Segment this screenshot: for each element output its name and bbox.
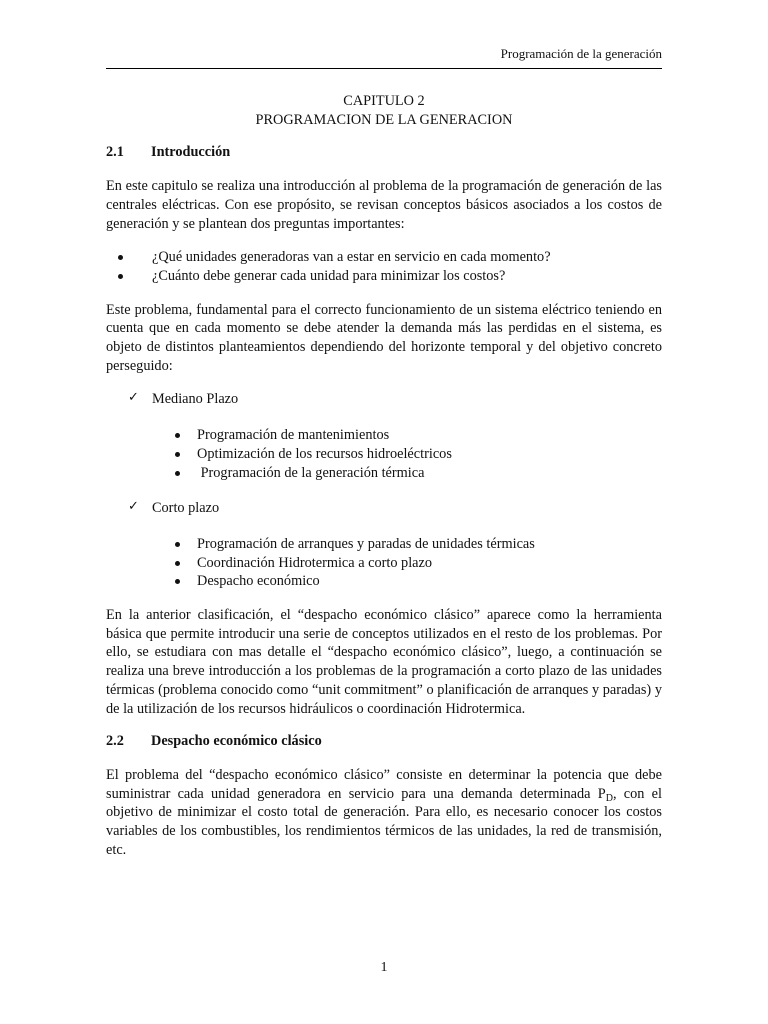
document-page — [106, 0, 662, 1024]
document-body — [106, 92, 662, 860]
despacho-paragraph — [106, 766, 662, 860]
list-item: Optimización de los recursos hidroeléctricos — [106, 445, 662, 464]
list-item: Programación de arranques y paradas de unidades térmicas — [106, 535, 662, 554]
chapter-title: PROGRAMACION DE LA GENERACION — [255, 111, 513, 128]
despacho-text-end: , con el objetivo de minimizar el costo total de generación. Para ello, es necesario conocer los costos variables de los combustibles, los rendimientos térmicos de las unidades, la red de transmisión, etc. — [106, 785, 663, 858]
horizon-corto-plazo — [106, 499, 662, 518]
list-item: Despacho económico — [106, 572, 662, 591]
section-heading-despacho — [106, 732, 662, 751]
chapter-label: CAPITULO 2 — [343, 93, 425, 109]
question-item-generation: ¿Cuánto debe generar cada unidad para minimizar los costos? — [106, 267, 662, 286]
header-divider — [106, 68, 662, 69]
questions-list — [106, 248, 662, 285]
section-number: 2.2 — [106, 733, 124, 750]
despacho-text-start: El problema del “despacho económico clásico” consiste en determinar la potencia que debe suministrar cada unidad generadora en servicio para una demanda determinada P — [106, 766, 662, 802]
question-item-units: ¿Qué unidades generadoras van a estar en servicio en cada momento? — [106, 248, 662, 267]
list-item: Programación de mantenimientos — [106, 426, 662, 445]
demand-subscript: D — [605, 792, 613, 804]
problem-paragraph: Este problema, fundamental para el correcto funcionamiento de un sistema eléctrico teniendo en cuenta que en cada momento se debe atender la demanda más las perdidas en el sistema, es objeto de distintos planteamientos dependiendo del horizonte temporal y del objetivo concreto perseguido: — [106, 301, 662, 374]
list-item: Programación de la generación térmica — [106, 464, 662, 483]
running-header: Programación de la generación — [500, 46, 662, 61]
classification-paragraph: En la anterior clasificación, el “despacho económico clásico” aparece como la herramienta básica que permite introducir una serie de conceptos utilizados en el resto de los problemas. Por ello, se estudiara con mas detalle el “despacho económico clásico”, luego, a continuación se realiza una breve introducción a los problemas de la programación a corto plazo de las unidades térmicas (problema conocido como “unit commitment” o planificación de arranques y paradas) y de la utilización de los recursos hidráulicos o coordinación Hidrotermica. — [106, 607, 662, 717]
section-title: Despacho económico clásico — [151, 733, 322, 750]
section-heading-introduccion — [106, 143, 662, 162]
horizon-mediano-plazo — [106, 390, 662, 409]
corto-plazo-list — [106, 535, 662, 591]
section-title: Introducción — [151, 144, 231, 161]
checkmark-icon: ✓ — [128, 499, 139, 515]
horizon-label: Mediano Plazo — [152, 391, 239, 408]
intro-paragraph: En este capitulo se realiza una introducción al problema de la programación de generación de las centrales eléctricas. Con ese propósito, se revisan conceptos básicos asociados a los costos de generación y se plantean dos preguntas importantes: — [106, 178, 662, 232]
mediano-plazo-list — [106, 426, 662, 482]
horizon-label: Corto plazo — [152, 500, 220, 517]
checkmark-icon: ✓ — [128, 390, 139, 406]
section-number: 2.1 — [106, 144, 124, 161]
list-item: Coordinación Hidrotermica a corto plazo — [106, 554, 662, 573]
page-number: 1 — [380, 960, 388, 975]
